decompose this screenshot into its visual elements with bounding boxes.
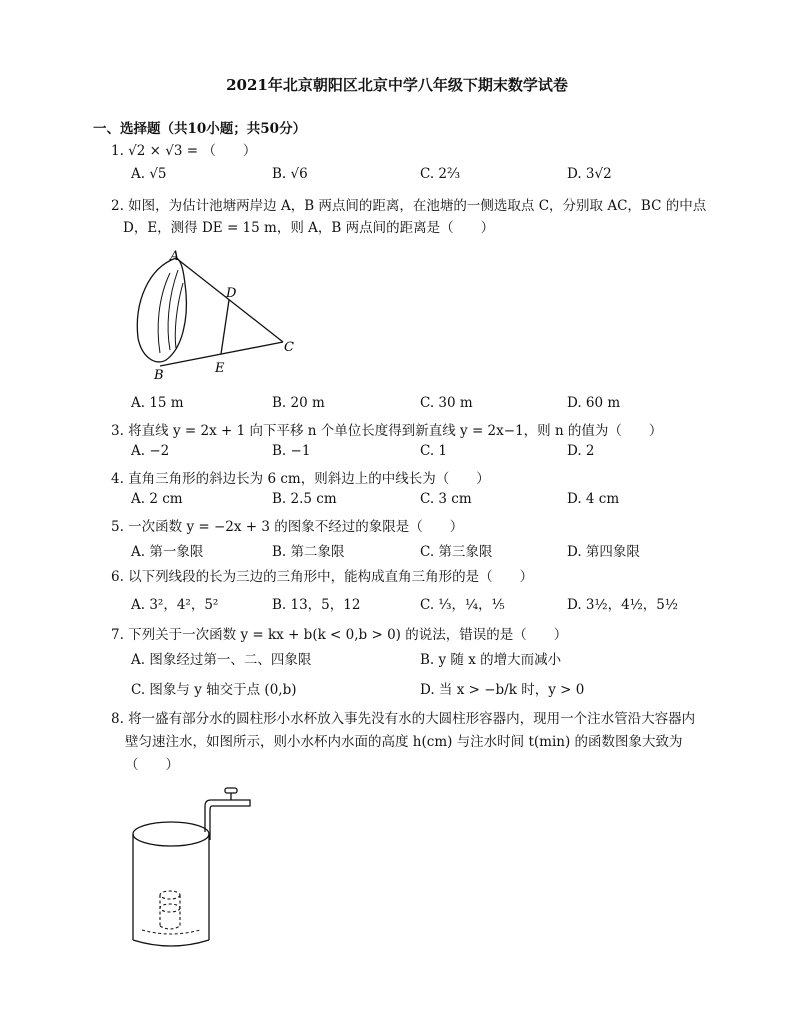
question-2-option-b: B. 20 m — [272, 395, 325, 411]
label-c: C — [284, 340, 294, 355]
page-title: 2021年北京朝阳区北京中学八年级下期末数学试卷 — [226, 76, 568, 94]
question-1-option-d: D. 3√2 — [567, 166, 612, 182]
question-3-option-b: B. −1 — [272, 443, 311, 459]
question-2-stem-line2: D，E，测得 DE = 15 m，则 A，B 两点间的距离是（ ） — [123, 220, 495, 236]
question-7-option-a: A. 图象经过第一、二、四象限 — [131, 652, 312, 668]
pond-outline — [137, 258, 186, 362]
question-3-stem: 3. 将直线 y = 2x + 1 向下平移 n 个单位长度得到新直线 y = 2x−1，则 n 的值为（ ） — [111, 423, 663, 439]
question-6-option-b: B. 13，5，12 — [272, 597, 361, 613]
question-7-option-c: C. 图象与 y 轴交于点 (0,b) — [131, 682, 297, 698]
question-3-option-c: C. 1 — [420, 443, 448, 459]
pond-figure — [128, 248, 303, 383]
question-4-option-b: B. 2.5 cm — [272, 491, 337, 507]
large-cylinder-top — [133, 822, 209, 846]
question-4-stem: 4. 直角三角形的斜边长为 6 cm，则斜边上的中线长为（ ） — [111, 471, 490, 487]
segment-de — [221, 300, 229, 354]
question-3-option-d: D. 2 — [567, 443, 595, 459]
question-1-stem: 1. √2 × √3 = （ ） — [111, 143, 257, 159]
question-8-stem-line3: （ ） — [125, 757, 179, 773]
question-5-stem: 5. 一次函数 y = −2x + 3 的图象不经过的象限是（ ） — [111, 519, 464, 535]
container-figure — [128, 780, 258, 950]
question-2-option-c: C. 30 m — [420, 395, 473, 411]
question-7-stem: 7. 下列关于一次函数 y = kx + b(k < 0,b > 0) 的说法，错误的是（ ） — [111, 627, 568, 643]
small-cup-top — [160, 891, 180, 899]
question-5-option-a: A. 第一象限 — [131, 544, 204, 560]
question-3-option-a: A. −2 — [131, 443, 170, 459]
question-1-option-c: C. 2⅔ — [420, 166, 461, 182]
section-heading: 一、选择题（共10小题；共50分） — [93, 121, 307, 137]
question-2-stem-line1: 2. 如图，为估计池塘两岸边 A，B 两点间的距离，在池塘的一侧选取点 C，分别取 AC，BC 的中点 — [111, 198, 707, 214]
question-4-option-c: C. 3 cm — [420, 491, 472, 507]
question-7-option-d: D. 当 x > −b/k 时，y > 0 — [420, 682, 585, 698]
question-6-stem: 6. 以下列线段的长为三边的三角形中，能构成直角三角形的是（ ） — [111, 569, 534, 585]
question-4-option-d: D. 4 cm — [567, 491, 620, 507]
question-5-option-c: C. 第三象限 — [420, 544, 493, 560]
question-2-option-d: D. 60 m — [567, 395, 621, 411]
question-2-option-a: A. 15 m — [131, 395, 184, 411]
water-pipe — [205, 800, 250, 840]
question-6-option-a: A. 3²，4²，5² — [131, 597, 219, 613]
label-a: A — [170, 249, 180, 264]
question-5-option-b: B. 第二象限 — [272, 544, 345, 560]
label-d: D — [226, 286, 237, 301]
label-b: B — [154, 368, 164, 383]
question-1-option-a: A. √5 — [131, 166, 167, 182]
question-6-option-c: C. ⅓，¼，⅕ — [420, 597, 505, 613]
question-6-option-d: D. 3½，4½，5½ — [567, 597, 678, 613]
question-7-option-b: B. y 随 x 的增大而减小 — [420, 652, 562, 668]
question-4-option-a: A. 2 cm — [131, 491, 183, 507]
question-8-stem-line2: 壁匀速注水，如图所示，则小水杯内水面的高度 h(cm) 与注水时间 t(min) 的函数图象大致为 — [125, 734, 683, 750]
question-8-stem-line1: 8. 将一盛有部分水的圆柱形小水杯放入事先没有水的大圆柱形容器内，现用一个注水管沿大容器内 — [111, 711, 696, 727]
question-1-option-b: B. √6 — [272, 166, 308, 182]
question-5-option-d: D. 第四象限 — [567, 544, 640, 560]
label-e: E — [215, 361, 225, 376]
